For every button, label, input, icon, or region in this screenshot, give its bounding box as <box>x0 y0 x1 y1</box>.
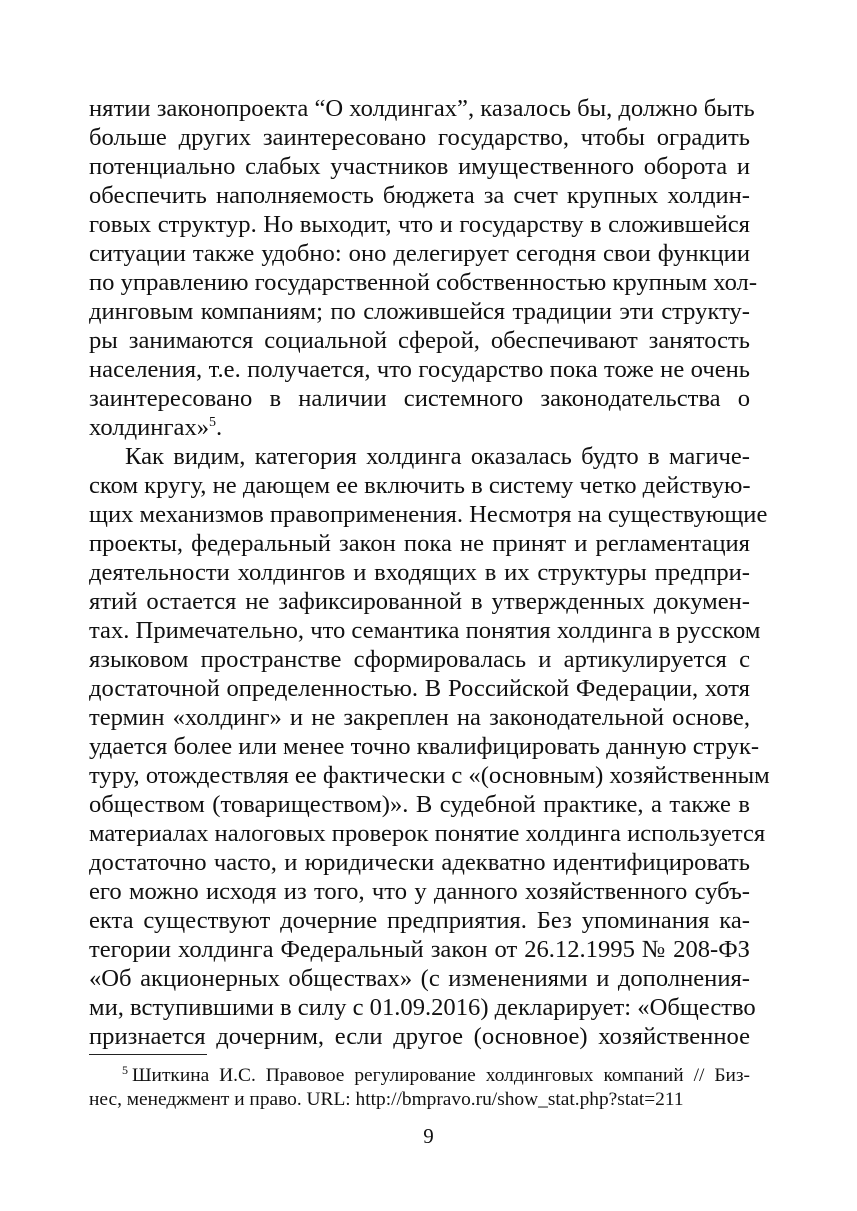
text-line: достаточно часто, и юридически адекватно идентифицировать <box>89 849 750 876</box>
text-line: обеспечить наполняемость бюджета за счет крупных холдин- <box>89 182 750 209</box>
text-line: Как видим, категория холдинга оказалась будто в магиче- <box>125 443 750 470</box>
footnote-line <box>89 1088 750 1112</box>
footnote-text[interactable]: нес, менеджмент и право. URL: http://bmpravo.ru/show_stat.php?stat=211 <box>89 1089 684 1110</box>
text-line: ры занимаются социальной сферой, обеспечивают занятость <box>89 327 750 354</box>
text-line: населения, т.е. получается, что государство пока тоже не очень <box>89 356 750 383</box>
text-line: «Об акционерных обществах» (с изменениями и дополнения- <box>89 965 750 992</box>
text-line: говых структур. Но выходит, что и государству в сложившейся <box>89 211 750 238</box>
text-line: удается более или менее точно квалифицировать данную струк- <box>89 733 760 760</box>
text-line: ятий остается не зафиксированной в утвержденных докумен- <box>89 588 750 615</box>
footnote-text: Шиткина И.С. Правовое регулирование холдинговых компаний // Биз- <box>132 1065 750 1086</box>
text-fragment: . <box>216 414 223 441</box>
text-fragment: холдингах» <box>89 414 210 441</box>
text-line: материалах налоговых проверок понятие холдинга используется <box>89 820 766 847</box>
text-line: ми, вступившими в силу с 01.09.2016) декларирует: «Общество <box>89 994 756 1021</box>
text-line: щих механизмов правоприменения. Несмотря на существующие <box>89 501 768 528</box>
text-line: заинтересовано в наличии системного законодательства о <box>89 385 750 412</box>
text-line: тах. Примечательно, что семантика понятия холдинга в русском <box>89 617 761 644</box>
text-line: языковом пространстве сформировалась и артикулируется с <box>89 646 750 673</box>
text-line: деятельности холдингов и входящих в их структуры предпри- <box>89 559 750 586</box>
text-line: достаточной определенностью. В Российской Федерации, хотя <box>89 675 750 702</box>
text-line: нятии законопроекта “О холдингах”, казалось бы, должно быть <box>89 95 755 122</box>
text-line: ситуации также удобно: оно делегирует сегодня свои функции <box>89 240 750 267</box>
footnote-reference[interactable]: 5 <box>209 415 217 430</box>
text-line: больше других заинтересовано государство, чтобы оградить <box>89 124 750 151</box>
text-line: обществом (товариществом)». В судебной практике, а также в <box>89 791 750 818</box>
page-number: 9 <box>423 1124 434 1148</box>
text-line: проекты, федеральный закон пока не принят и регламентация <box>89 530 750 557</box>
text-line: динговым компаниям; по сложившейся традиции эти структу- <box>89 298 750 325</box>
text-line: екта существуют дочерние предприятия. Без упоминания ка- <box>89 907 750 934</box>
footnote-line <box>122 1064 750 1088</box>
text-line: туру, отождествляя ее фактически с «(основным) хозяйственным <box>89 762 770 789</box>
text-line: по управлению государственной собственностью крупным хол- <box>89 269 758 296</box>
text-line: ском кругу, не дающем ее включить в систему четко действую- <box>89 472 751 499</box>
text-line: потенциально слабых участников имущественного оборота и <box>89 153 750 180</box>
footnote-marker: 5 <box>122 1063 128 1077</box>
text-line <box>89 414 750 442</box>
text-line: термин «холдинг» и не закреплен на законодательной основе, <box>89 704 750 731</box>
text-line: тегории холдинга Федеральный закон от 26.12.1995 № 208-ФЗ <box>89 936 750 963</box>
text-line: признается дочерним, если другое (основное) хозяйственное <box>89 1023 750 1050</box>
text-line: его можно исходя из того, что у данного хозяйственного субъ- <box>89 878 750 905</box>
footnote-separator <box>89 1054 207 1055</box>
